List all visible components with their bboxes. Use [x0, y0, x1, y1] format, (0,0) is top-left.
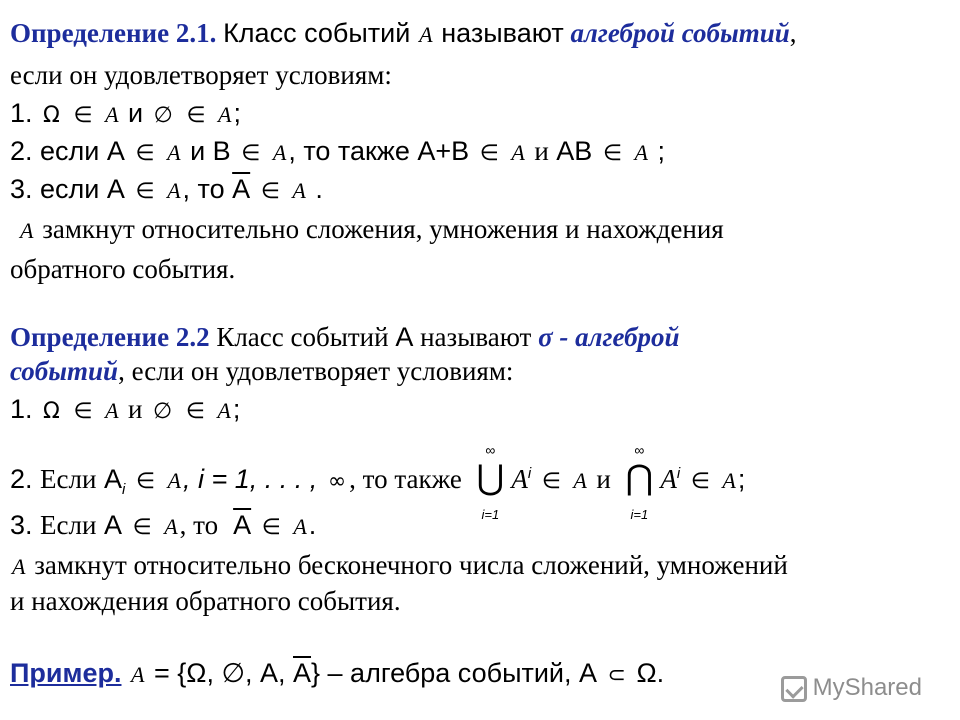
- element-of-symbol: ∈: [185, 399, 205, 424]
- def2-closed-text: замкнут относительно бесконечного числа сложений, умножений: [34, 550, 788, 580]
- element-of-symbol: ∈: [479, 141, 499, 166]
- cond2-then: , то также А+В: [288, 136, 470, 166]
- element-of-symbol: ∈: [73, 399, 93, 424]
- def1-called: называют: [441, 18, 564, 48]
- lower-limit: i=1: [481, 507, 500, 522]
- def2-term1: - алгеброй: [559, 322, 680, 352]
- cond3-if: 3. если А: [10, 174, 125, 204]
- period: .: [315, 174, 323, 204]
- complement-a: А: [293, 658, 312, 688]
- infinity-symbol: ∞: [327, 469, 347, 495]
- then-also: , то также: [349, 464, 462, 495]
- subset-symbol: ⊂: [607, 663, 626, 688]
- empty-set-symbol: ∅: [153, 399, 173, 424]
- script-a: A: [292, 178, 306, 203]
- element-of-symbol: ∈: [135, 469, 156, 495]
- def1-comma: ,: [789, 18, 797, 48]
- def2-line2-text: , если он удовлетворяет условиям:: [118, 356, 514, 386]
- script-a: A: [20, 218, 34, 243]
- and-word: и: [534, 136, 549, 166]
- cond-number: 3.: [10, 510, 33, 540]
- empty-set-symbol: ∅: [153, 103, 173, 128]
- def2-title: Определение 2.2: [10, 322, 210, 352]
- def2-term2: событий: [10, 356, 119, 386]
- if-word: Если: [40, 464, 97, 495]
- def2-closed2: и нахождения обратного события.: [10, 586, 401, 616]
- example-line: [10, 656, 664, 693]
- def2-line2: [10, 354, 513, 388]
- cond-number: 1.: [10, 98, 33, 128]
- omega-symbol: Ω: [43, 103, 60, 128]
- def1-closed-text: замкнут относительно сложения, умножения и нахождения: [42, 214, 724, 244]
- script-a: A: [511, 140, 525, 165]
- script-a: A: [419, 22, 433, 47]
- script-a: A: [217, 398, 231, 423]
- def1-closed2: обратного события.: [10, 254, 236, 284]
- infinity-symbol: ∞: [634, 442, 645, 458]
- a-letter: А: [511, 464, 528, 495]
- a-letter: А: [103, 510, 122, 540]
- element-of-symbol: ∈: [132, 515, 152, 540]
- def2-cond2: [10, 442, 746, 522]
- script-a: A: [167, 140, 181, 165]
- index-range: , i = 1, . . . ,: [182, 464, 318, 495]
- def1-intro: Класс событий: [223, 18, 411, 48]
- and-word: и: [128, 98, 144, 128]
- element-of-symbol: ∈: [135, 141, 155, 166]
- script-a: A: [293, 514, 307, 539]
- complement-a: А: [233, 510, 252, 540]
- complement-a: А: [232, 174, 251, 204]
- def2-intro: Класс событий: [216, 322, 389, 352]
- script-a: A: [131, 662, 145, 687]
- checkmark-icon: [781, 676, 807, 702]
- infinity-symbol: ∞: [485, 442, 496, 458]
- def1-title: Определение 2.1.: [10, 18, 217, 48]
- def1-line2: если он удовлетворяет условиям:: [10, 60, 392, 90]
- intersection-icon: ⋂: [625, 458, 654, 498]
- element-of-symbol: ∈: [186, 103, 206, 128]
- script-a: A: [573, 468, 587, 494]
- semicolon: ;: [657, 136, 666, 166]
- semicolon: ;: [233, 98, 241, 128]
- and-word: и: [128, 394, 143, 424]
- subscript-i: i: [527, 465, 532, 483]
- element-of-symbol: ∈: [541, 469, 561, 495]
- script-a: A: [167, 468, 181, 494]
- script-a: A: [164, 514, 178, 539]
- semicolon: ;: [232, 394, 241, 424]
- and-word: и: [596, 464, 611, 495]
- cond2-and-b: и В: [190, 136, 231, 166]
- script-a: A: [218, 102, 232, 127]
- semicolon: ;: [737, 464, 746, 495]
- if-word: Если: [40, 510, 97, 540]
- def2-called: называют: [420, 322, 532, 352]
- union-icon: ⋃: [476, 458, 505, 498]
- script-a: A: [12, 554, 26, 579]
- element-of-symbol: ∈: [602, 141, 623, 166]
- example-tail: Ω.: [636, 658, 665, 688]
- intersection-operator: [618, 442, 660, 522]
- omega-symbol: Ω: [43, 399, 60, 424]
- period: .: [308, 510, 317, 540]
- element-of-symbol: ∈: [241, 141, 261, 166]
- def1-term: алгеброй событий: [570, 18, 790, 48]
- element-of-symbol: ∈: [73, 103, 93, 128]
- script-a: A: [634, 140, 648, 165]
- element-of-symbol: ∈: [135, 179, 155, 204]
- a-letter: А: [660, 464, 677, 495]
- watermark: [781, 674, 922, 702]
- lower-limit: i=1: [630, 507, 649, 522]
- def1-cond1: [10, 96, 241, 133]
- watermark-text: MyShared: [812, 674, 922, 701]
- def2-a: А: [395, 322, 414, 352]
- example-body: = {Ω, ∅, А,: [153, 658, 286, 688]
- def1-closed: [18, 212, 724, 248]
- sigma-symbol: σ: [538, 322, 553, 352]
- def2-line1: [10, 320, 680, 354]
- element-of-symbol: ∈: [261, 515, 281, 540]
- element-of-symbol: ∈: [260, 179, 280, 204]
- subscript-i: i: [676, 465, 681, 483]
- cond2-if: 2. если А: [10, 136, 125, 166]
- cond3-then: , то: [182, 174, 225, 204]
- script-a: A: [722, 468, 736, 494]
- cond-number: 1.: [10, 394, 33, 424]
- subscript-i: i: [121, 481, 126, 499]
- element-of-symbol: ∈: [690, 469, 710, 495]
- def1-cond3: [10, 172, 323, 209]
- cond-number: 2.: [10, 464, 33, 495]
- example-rest: } – алгебра событий, А: [311, 658, 598, 688]
- def2-cond1: [10, 392, 240, 429]
- script-a: A: [105, 102, 119, 127]
- a-letter: А: [103, 464, 122, 495]
- script-a: A: [272, 140, 287, 165]
- script-a: A: [167, 178, 181, 203]
- then-word: , то: [179, 510, 219, 540]
- def1-line1: [10, 16, 797, 52]
- cond2-ab: АВ: [556, 136, 593, 166]
- def1-cond2: [10, 134, 665, 171]
- def2-closed: [10, 548, 788, 584]
- def2-cond3: [10, 508, 316, 545]
- a-i: [103, 464, 126, 499]
- example-link[interactable]: Пример.: [10, 658, 122, 688]
- union-operator: [469, 442, 511, 522]
- script-a: A: [105, 398, 119, 423]
